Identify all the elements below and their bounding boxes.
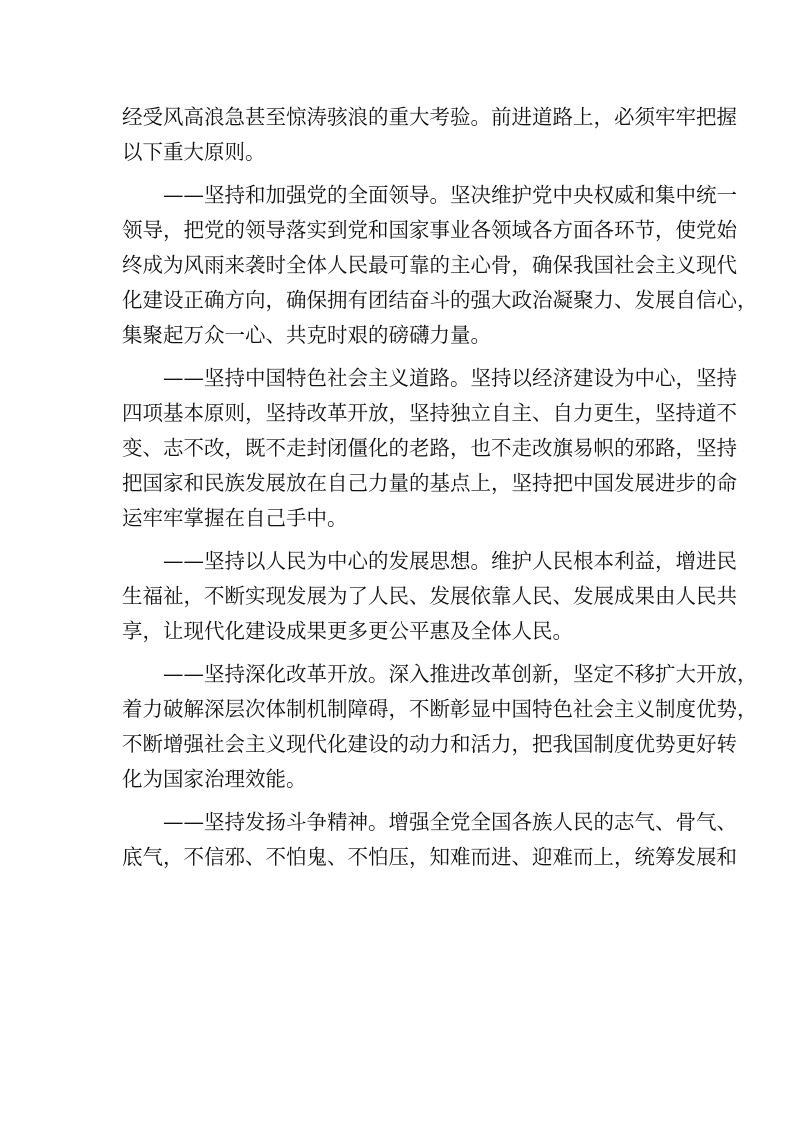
text-line: 底气，不信邪、不怕鬼、不怕压，知难而进、迎难而上，统筹发展和 xyxy=(122,845,737,869)
text-line: 着力破解深层次体制机制障碍，不断彰显中国特色社会主义制度优势， xyxy=(122,697,758,721)
text-line: 经受风高浪急甚至惊涛骇浪的重大考验。前进道路上，必须牢牢把握 xyxy=(122,105,737,129)
text-line: 运牢牢掌握在自己手中。 xyxy=(122,506,348,530)
text-line: 化为国家治理效能。 xyxy=(122,767,307,791)
paragraph-reform-opening xyxy=(122,657,758,797)
text-line: 终成为风雨来袭时全体人民最可靠的主心骨，确保我国社会主义现代 xyxy=(122,253,737,277)
text-line: 把国家和民族发展放在自己力量的基点上，坚持把中国发展进步的命 xyxy=(122,471,737,495)
text-line: 享，让现代化建设成果更多更公平惠及全体人民。 xyxy=(122,619,573,643)
text-line: ——坚持中国特色社会主义道路。坚持以经济建设为中心，坚持 xyxy=(163,366,737,390)
paragraph-party-leadership xyxy=(122,178,758,353)
text-line: 领导，把党的领导落实到党和国家事业各领域各方面各环节，使党始 xyxy=(122,218,737,242)
text-line: 生福祉，不断实现发展为了人民、发展依靠人民、发展成果由人民共 xyxy=(122,584,737,608)
paragraph-socialist-road xyxy=(122,361,737,536)
text-line: 四项基本原则，坚持改革开放，坚持独立自主、自力更生，坚持道不 xyxy=(122,401,737,425)
text-line: 不断增强社会主义现代化建设的动力和活力，把我国制度优势更好转 xyxy=(122,732,737,756)
text-line: ——坚持发扬斗争精神。增强全党全国各族人民的志气、骨气、 xyxy=(163,810,737,834)
text-line: 变、志不改，既不走封闭僵化的老路，也不走改旗易帜的邪路，坚持 xyxy=(122,436,737,460)
text-line: 集聚起万众一心、共克时艰的磅礴力量。 xyxy=(122,323,491,347)
text-line: 化建设正确方向，确保拥有团结奋斗的强大政治凝聚力、发展自信心， xyxy=(122,288,758,312)
paragraph-intro-continuation xyxy=(122,100,737,170)
text-line: ——坚持和加强党的全面领导。坚决维护党中央权威和集中统一 xyxy=(163,183,737,207)
paragraph-people-centered xyxy=(122,544,737,649)
paragraph-fighting-spirit xyxy=(122,805,737,875)
body-text xyxy=(122,100,758,875)
text-line: ——坚持深化改革开放。深入推进改革创新，坚定不移扩大开放， xyxy=(163,662,758,686)
text-line: 以下重大原则。 xyxy=(122,140,266,164)
text-line: ——坚持以人民为中心的发展思想。维护人民根本利益，增进民 xyxy=(163,549,737,573)
